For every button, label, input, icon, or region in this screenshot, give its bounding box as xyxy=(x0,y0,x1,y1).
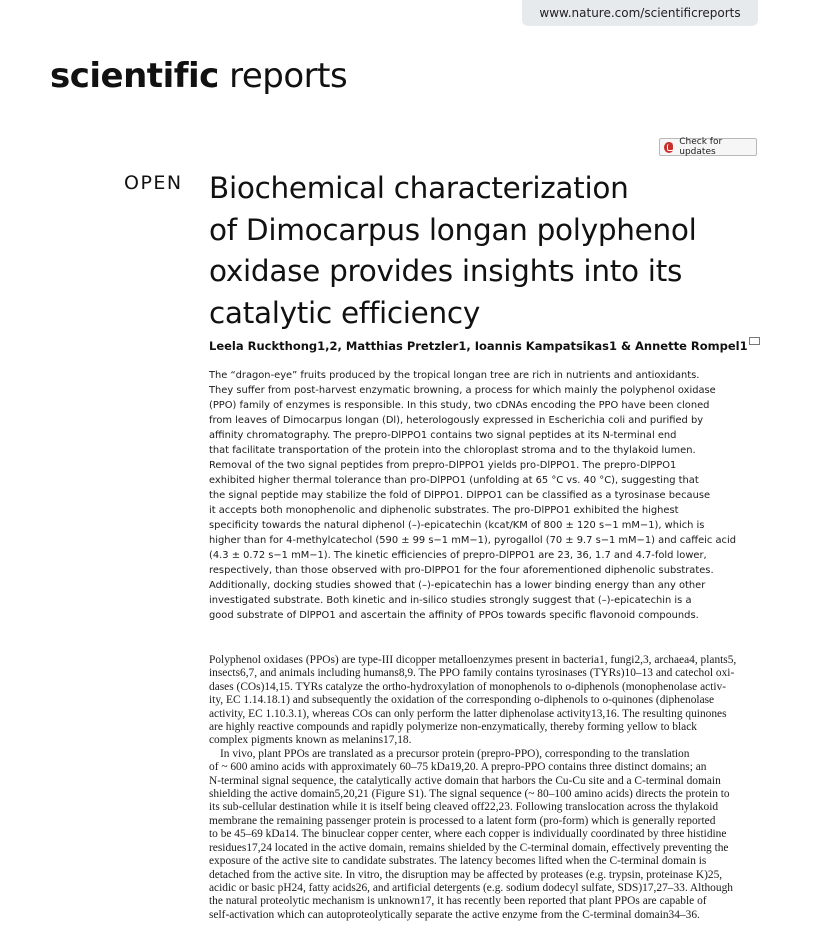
body-line: self-activation which can autoproteolytically separate the active enzyme from the C-terminal domain34–36. xyxy=(209,908,700,921)
abstract-line: from leaves of Dimocarpus longan (Dl), heterologously expressed in Escherichia coli and purified by xyxy=(209,415,704,426)
title-line: catalytic efficiency xyxy=(209,295,481,330)
body-line: are highly reactive compounds and rapidly polymerize non-enzymatically, thereby forming yellow to black xyxy=(209,721,697,734)
title-line: oxidase provides insights into its xyxy=(209,254,683,288)
abstract-line: exhibited higher thermal tolerance than pro-DlPPO1 (unfolding at 65 °C vs. 40 °C), suggesting that xyxy=(209,475,699,486)
title-line: Biochemical characterization xyxy=(209,171,629,205)
body-line: exposure of the active site to candidate substrates. The latency becomes lifted when the C-terminal domain is xyxy=(209,855,707,868)
body-line: complex pigments known as melanins17,18. xyxy=(209,734,412,747)
abstract-line: good substrate of DlPPO1 and ascertain the affinity of PPOs towards specific flavonoid compounds. xyxy=(209,610,699,621)
journal-url-tab[interactable]: www.nature.com/scientificreports xyxy=(522,0,758,26)
abstract-line: The “dragon-eye” fruits produced by the tropical longan tree are rich in nutrients and antioxidants. xyxy=(209,370,700,381)
abstract-line: the signal peptide may stabilize the fold of DlPPO1. DlPPO1 can be classified as a tyrosinase because xyxy=(209,490,711,501)
abstract-line: respectively, than those observed with pro-DlPPO1 for the four aforementioned diphenolic substrates. xyxy=(209,565,714,576)
article-body xyxy=(209,654,761,922)
abstract-line: higher than for 4-methylcatechol (590 ± 99 s−1 mM−1), pyrogallol (70 ± 9.7 s−1 mM−1) and caffeic acid xyxy=(209,535,736,546)
abstract xyxy=(209,368,769,623)
body-line: dases (COs)14,15. TYRs catalyze the ortho-hydroxylation of monophenols to o-diphenols (monophenolase activ- xyxy=(209,680,727,693)
body-line: ity, EC 1.14.18.1) and subsequently the oxidation of the corresponding o-diphenols to o-quinones (diphenolase xyxy=(209,694,715,707)
crossmark-icon xyxy=(664,142,674,153)
body-line: residues17,24 located in the active domain, remains shielded by the C-terminal domain, effectively preventing the xyxy=(209,841,729,854)
journal-logo xyxy=(50,56,347,96)
body-line: membrane the remaining passenger protein is processed to a latent form (pro-form) which is generally reported xyxy=(209,814,716,827)
body-line: the natural proteolytic mechanism is unknown17, it has recently been reported that plant PPOs are capable of xyxy=(209,895,707,908)
article-title xyxy=(209,168,799,334)
abstract-line: (PPO) family of enzymes is responsible. In this study, two cDNAs encoding the PPO have been cloned xyxy=(209,400,710,411)
mail-icon[interactable] xyxy=(749,337,760,345)
body-line: of ~ 600 amino acids with approximately 60–75 kDa19,20. A prepro-PPO contains three distinct domains; an xyxy=(209,761,707,774)
body-line: activity, EC 1.10.3.1), whereas COs can only perform the latter diphenolase activity13,16. The resulting quinones xyxy=(209,707,727,720)
body-line: shielding the active domain5,20,21 (Figure S1). The signal sequence (~ 80–100 amino acids) directs the protein to xyxy=(209,788,730,801)
journal-logo-light: reports xyxy=(218,56,348,96)
author-list xyxy=(209,339,799,353)
abstract-line: affinity chromatography. The prepro-DlPPO1 contains two signal peptides at its N-terminal end xyxy=(209,430,677,441)
body-line: insects6,7, and animals including humans8,9. The PPO family contains tyrosinases (TYRs)10–13 and catechol oxi- xyxy=(209,667,735,680)
body-line: detached from the active site. In vitro, the disruption may be affected by proteases (e.g. trypsin, proteinase K)25, xyxy=(209,868,723,881)
abstract-line: investigated substrate. Both kinetic and in-silico studies strongly suggest that (–)-epicatechin is a xyxy=(209,595,692,606)
abstract-line: (4.3 ± 0.72 s−1 mM−1). The kinetic efficiencies of prepro-DlPPO1 are 23, 36, 1.7 and 4.7-fold lower, xyxy=(209,550,707,561)
authors-text[interactable]: Leela Ruckthong1,2, Matthias Pretzler1, Ioannis Kampatsikas1 & Annette Rompel1 xyxy=(209,339,748,353)
check-updates-label: Check for updates xyxy=(679,137,723,157)
body-line: In vivo, plant PPOs are translated as a precursor protein (prepro-PPO), corresponding to the translation xyxy=(220,747,690,760)
body-line: its sub-cellular destination while it is itself being cleaved off22,23. Following translocation across the thylakoid xyxy=(209,801,719,814)
check-updates-button[interactable] xyxy=(659,138,757,156)
abstract-line: specificity towards the natural diphenol (–)-epicatechin (kcat/KM of 800 ± 120 s−1 mM−1), which is xyxy=(209,520,705,531)
body-line: N-terminal signal sequence, the catalytically active domain that harbors the Cu-Cu site and a C-terminal domain xyxy=(209,774,721,787)
abstract-line: it accepts both monophenolic and diphenolic substrates. The pro-DlPPO1 exhibited the highest xyxy=(209,505,679,516)
body-line: Polyphenol oxidases (PPOs) are type-III dicopper metalloenzymes present in bacteria1, fungi2,3, archaea4, plants5, xyxy=(209,654,737,666)
abstract-line: that facilitate transportation of the protein into the chloroplast stroma and to the thylakoid lumen. xyxy=(209,445,696,456)
abstract-line: Removal of the two signal peptides from prepro-DlPPO1 yields pro-DlPPO1. The prepro-DlPPO1 xyxy=(209,460,677,471)
abstract-line: They suffer from post-harvest enzymatic browning, a process for which mainly the polyphenol oxidase xyxy=(209,385,716,396)
body-line: to be 45–69 kDa14. The binuclear copper center, where each copper is individually coordinated by three histidine xyxy=(209,828,727,841)
open-access-label: OPEN xyxy=(124,172,183,194)
title-line: of Dimocarpus longan polyphenol xyxy=(209,212,697,247)
abstract-line: Additionally, docking studies showed that (–)-epicatechin has a lower binding energy than any other xyxy=(209,580,706,591)
body-line: acidic or basic pH24, fatty acids26, and artificial detergents (e.g. sodium dodecyl sulfate, SDS)17,27–33. Although xyxy=(209,881,733,894)
journal-logo-bold: scientific xyxy=(50,56,219,96)
